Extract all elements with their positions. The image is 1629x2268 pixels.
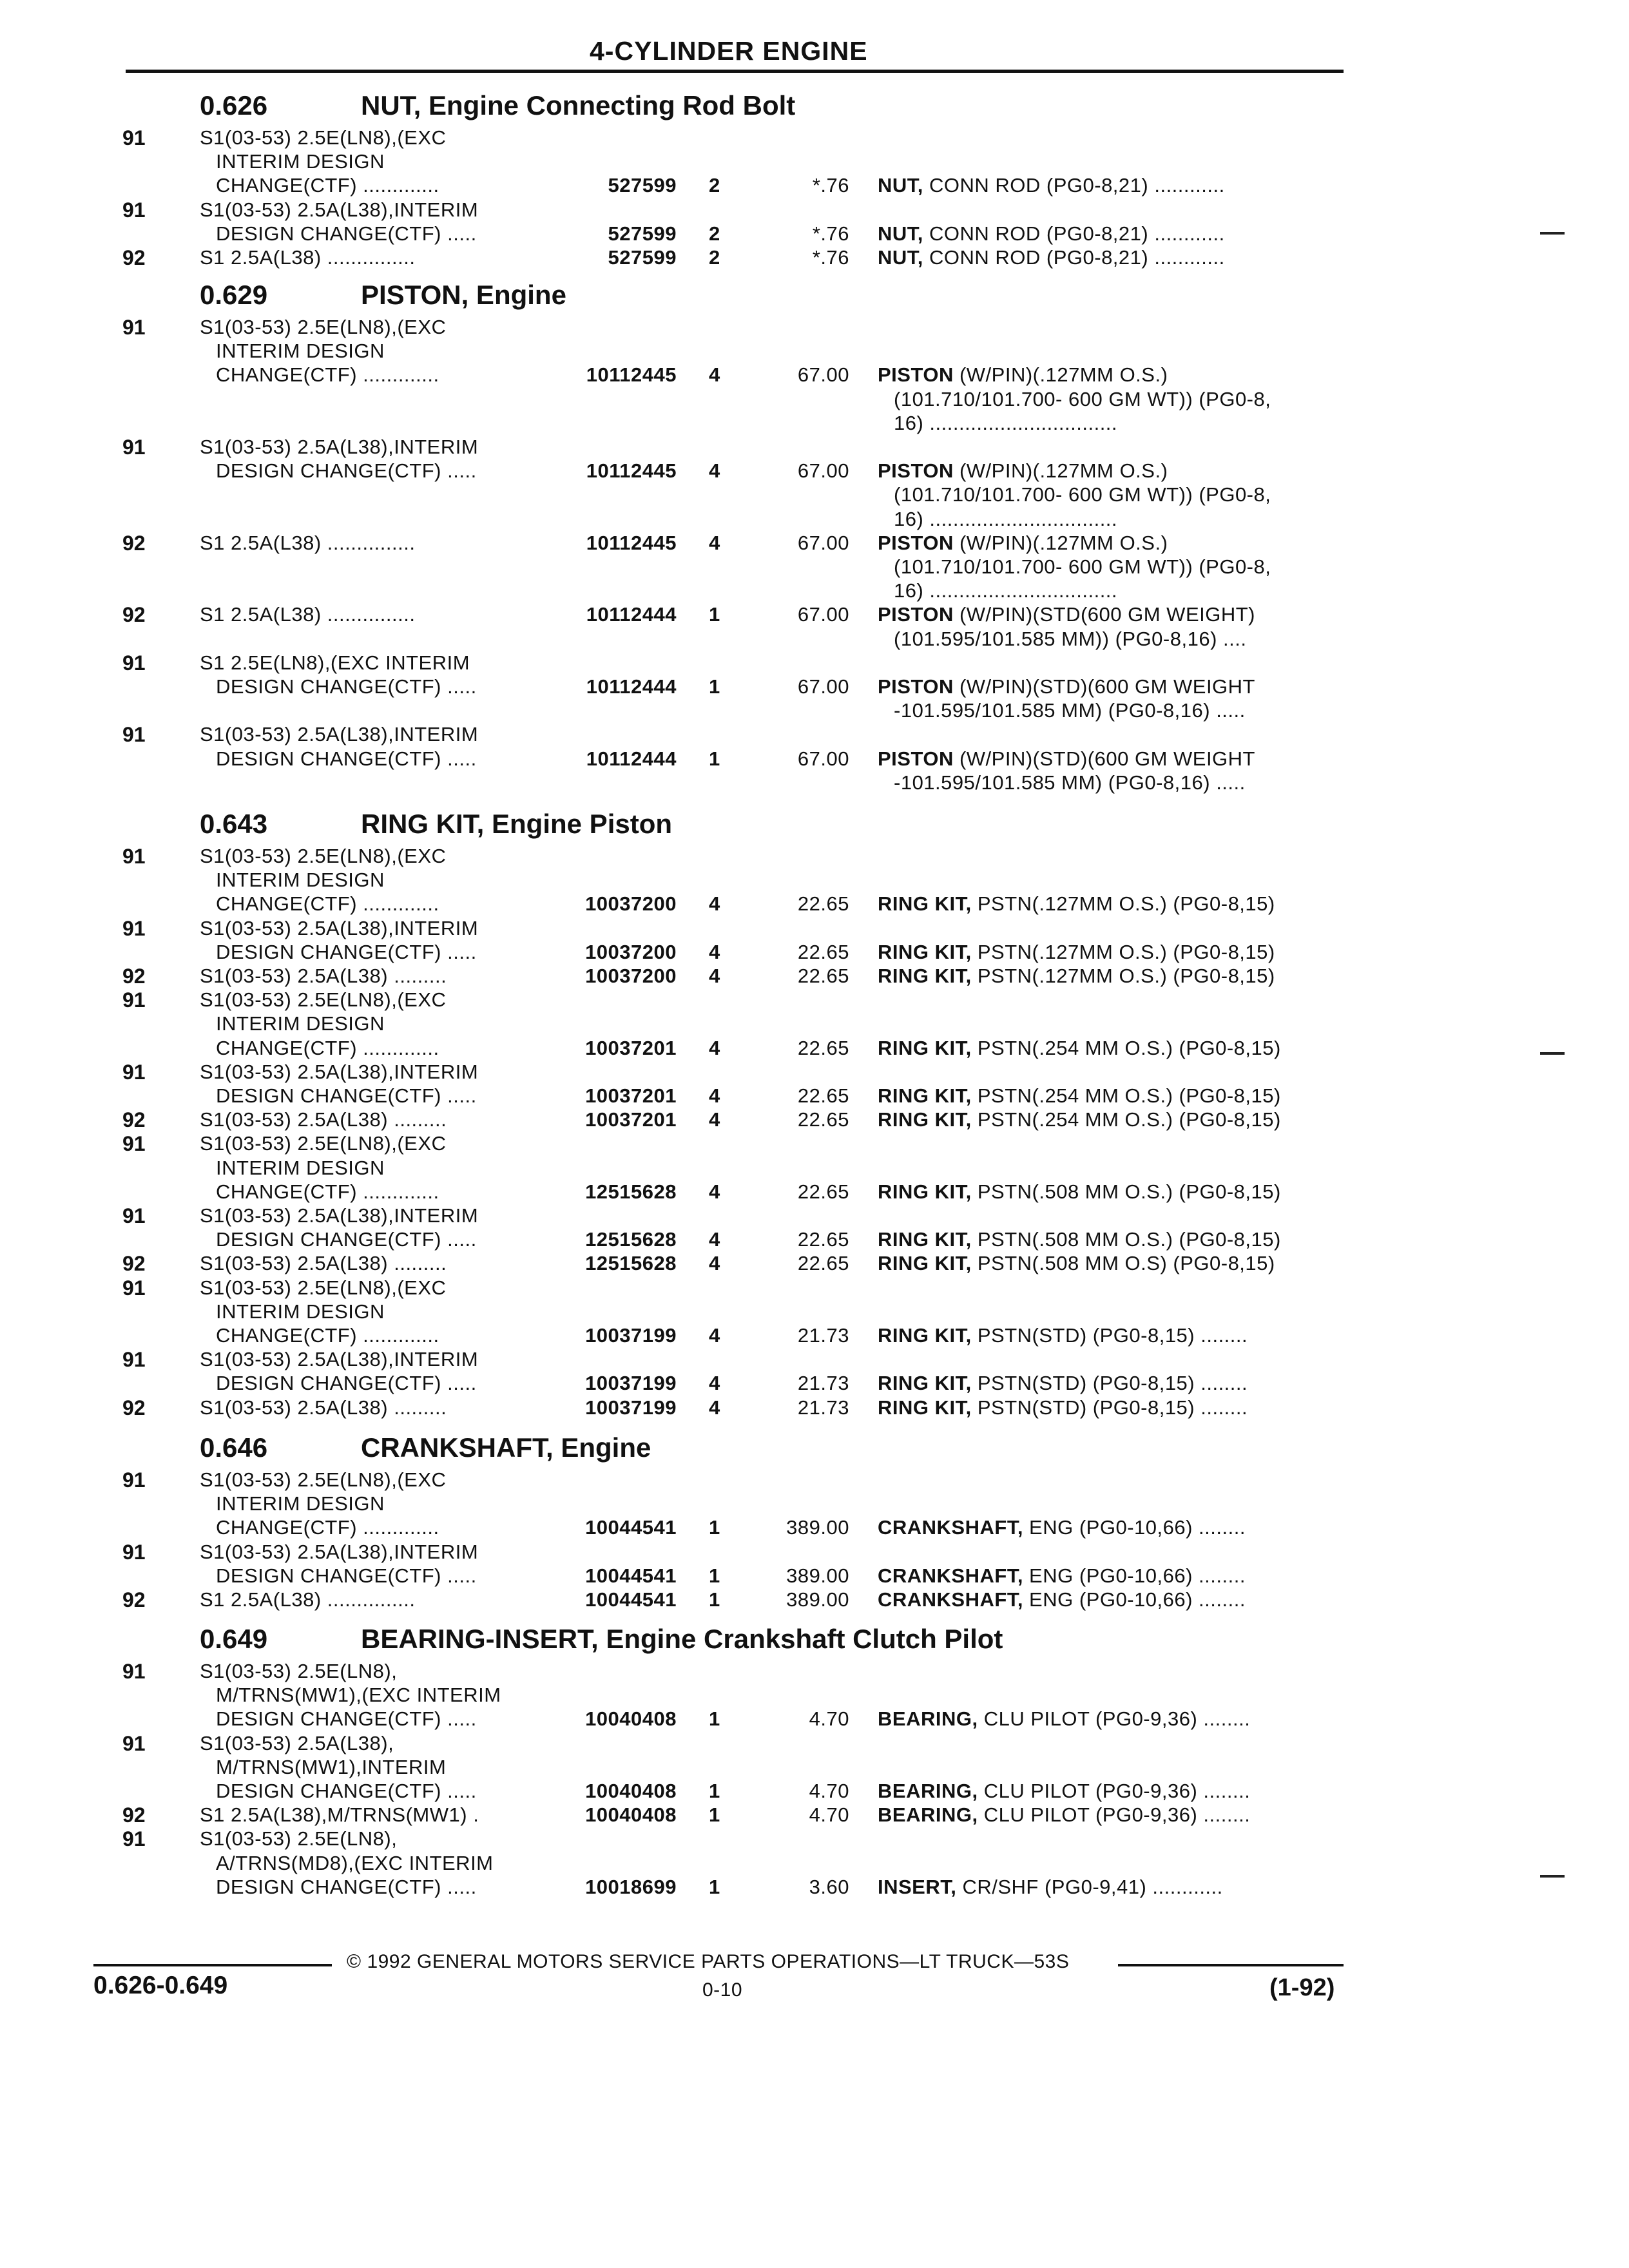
section-code: 0.646 bbox=[200, 1432, 268, 1463]
part-description bbox=[878, 1707, 1250, 1731]
quantity: 1 bbox=[709, 675, 720, 698]
part-description bbox=[878, 1588, 1246, 1611]
change-mark bbox=[1540, 1875, 1565, 1878]
quantity: 4 bbox=[709, 1108, 720, 1131]
description-noun: BEARING, bbox=[878, 1803, 978, 1827]
quantity: 4 bbox=[709, 363, 720, 387]
application-text: S1(03-53) 2.5E(LN8),(EXC bbox=[200, 1132, 447, 1155]
application-text: S1(03-53) 2.5A(L38),INTERIM bbox=[200, 1540, 479, 1563]
description-noun: RING KIT, bbox=[878, 1228, 972, 1251]
description-noun: PISTON bbox=[878, 603, 954, 626]
application-text: S1(03-53) 2.5E(LN8),(EXC bbox=[200, 126, 447, 149]
part-number: 10040408 bbox=[585, 1780, 677, 1802]
section-code: 0.626 bbox=[200, 90, 268, 120]
application-text: S1(03-53) 2.5A(L38),INTERIM bbox=[200, 1204, 479, 1227]
application-text: S1(03-53) 2.5E(LN8),(EXC bbox=[200, 1468, 447, 1491]
description-noun: RING KIT, bbox=[878, 1372, 972, 1395]
description-noun: PISTON bbox=[878, 363, 954, 387]
description-detail: PSTN(.254 MM O.S.) (PG0-8,15) bbox=[971, 1036, 1281, 1059]
part-number: 10037199 bbox=[585, 1372, 677, 1395]
application-text: S1(03-53) 2.5E(LN8),(EXC bbox=[200, 845, 447, 867]
model-year: 92 bbox=[122, 1108, 146, 1132]
application-text: M/TRNS(MW1),INTERIM bbox=[216, 1755, 447, 1778]
application-text: DESIGN CHANGE(CTF) ..... bbox=[216, 1564, 477, 1587]
description-detail: (W/PIN)(STD(600 GM WEIGHT) bbox=[953, 603, 1255, 626]
description-detail: -101.595/101.585 MM) (PG0-8,16) ..... bbox=[894, 771, 1246, 794]
application-text: S1(03-53) 2.5E(LN8),(EXC bbox=[200, 316, 447, 338]
quantity: 2 bbox=[709, 174, 720, 197]
model-year: 91 bbox=[122, 988, 146, 1012]
description-noun: BEARING, bbox=[878, 1780, 978, 1802]
footer-rule-left bbox=[93, 1964, 332, 1966]
price: 389.00 bbox=[786, 1564, 849, 1587]
model-year: 91 bbox=[122, 723, 146, 747]
application-text: CHANGE(CTF) ............. bbox=[216, 1036, 439, 1059]
part-description bbox=[878, 1876, 1223, 1899]
section-code: 0.649 bbox=[200, 1624, 268, 1654]
description-noun: CRANKSHAFT, bbox=[878, 1564, 1023, 1587]
part-description bbox=[878, 1252, 1275, 1275]
footer-date: (1-92) bbox=[1269, 1974, 1335, 2001]
part-number: 527599 bbox=[608, 174, 677, 197]
quantity: 4 bbox=[709, 531, 720, 554]
description-detail: PSTN(.508 MM O.S.) (PG0-8,15) bbox=[971, 1180, 1281, 1203]
description-detail: (W/PIN)(.127MM O.S.) bbox=[953, 531, 1168, 554]
price: 22.65 bbox=[797, 1084, 849, 1107]
part-number: 10040408 bbox=[585, 1707, 677, 1731]
application-text: INTERIM DESIGN bbox=[216, 340, 385, 363]
application-text: CHANGE(CTF) ............. bbox=[216, 1516, 439, 1539]
part-number: 10112445 bbox=[586, 363, 677, 387]
price: 22.65 bbox=[797, 1036, 849, 1059]
price: 22.65 bbox=[797, 1228, 849, 1251]
quantity: 4 bbox=[709, 1180, 720, 1203]
application-text: S1(03-53) 2.5A(L38),INTERIM bbox=[200, 436, 479, 458]
part-number: 12515628 bbox=[585, 1252, 677, 1275]
application-text: S1(03-53) 2.5A(L38) ......... bbox=[200, 1108, 447, 1131]
part-number: 10112444 bbox=[586, 675, 677, 698]
quantity: 4 bbox=[709, 892, 720, 916]
description-noun: NUT, bbox=[878, 246, 923, 269]
section-title: NUT, Engine Connecting Rod Bolt bbox=[361, 90, 796, 120]
part-number: 10040408 bbox=[585, 1803, 677, 1827]
description-noun: RING KIT, bbox=[878, 1396, 972, 1419]
application-text: S1 2.5E(LN8),(EXC INTERIM bbox=[200, 651, 470, 674]
application-text: DESIGN CHANGE(CTF) ..... bbox=[216, 1780, 477, 1802]
part-description bbox=[878, 892, 1275, 916]
description-detail: PSTN(.254 MM O.S.) (PG0-8,15) bbox=[971, 1084, 1281, 1107]
part-number: 10037201 bbox=[585, 1108, 677, 1131]
description-noun: PISTON bbox=[878, 747, 954, 770]
part-description bbox=[878, 1564, 1246, 1588]
part-description bbox=[878, 1180, 1281, 1204]
part-description bbox=[894, 483, 1271, 506]
model-year: 92 bbox=[122, 965, 146, 988]
description-detail: PSTN(STD) (PG0-8,15) ........ bbox=[971, 1324, 1248, 1347]
quantity: 1 bbox=[709, 1516, 720, 1539]
description-noun: RING KIT, bbox=[878, 1252, 972, 1275]
description-detail: -101.595/101.585 MM) (PG0-8,16) ..... bbox=[894, 699, 1246, 722]
part-number: 10044541 bbox=[585, 1564, 677, 1587]
quantity: 4 bbox=[709, 459, 720, 483]
application-text: DESIGN CHANGE(CTF) ..... bbox=[216, 1875, 477, 1898]
price: 22.65 bbox=[797, 1108, 849, 1131]
quantity: 1 bbox=[709, 1707, 720, 1731]
part-description bbox=[878, 532, 1168, 555]
application-text: CHANGE(CTF) ............. bbox=[216, 1180, 439, 1203]
section-title: RING KIT, Engine Piston bbox=[361, 809, 673, 839]
quantity: 1 bbox=[709, 1875, 720, 1898]
part-number: 10018699 bbox=[585, 1875, 677, 1898]
model-year: 92 bbox=[122, 603, 146, 627]
part-number: 10037200 bbox=[585, 892, 677, 916]
description-detail: ENG (PG0-10,66) ........ bbox=[1023, 1564, 1246, 1587]
application-text: S1(03-53) 2.5E(LN8),(EXC bbox=[200, 988, 447, 1012]
part-description bbox=[878, 747, 1255, 771]
part-description bbox=[878, 965, 1275, 988]
quantity: 4 bbox=[709, 1084, 720, 1107]
application-text: DESIGN CHANGE(CTF) ..... bbox=[216, 1228, 477, 1251]
quantity: 1 bbox=[709, 1564, 720, 1587]
description-detail: ENG (PG0-10,66) ........ bbox=[1023, 1516, 1246, 1539]
model-year: 92 bbox=[122, 246, 146, 269]
application-text: S1(03-53) 2.5A(L38),INTERIM bbox=[200, 1348, 479, 1371]
price: 4.70 bbox=[809, 1780, 849, 1802]
part-description bbox=[894, 508, 1117, 531]
description-detail: PSTN(.508 MM O.S.) (PG0-8,15) bbox=[971, 1228, 1281, 1251]
description-detail: 16) ................................ bbox=[894, 411, 1118, 434]
model-year: 91 bbox=[122, 1540, 146, 1564]
description-detail: CONN ROD (PG0-8,21) ............ bbox=[923, 174, 1225, 197]
part-description bbox=[878, 1108, 1281, 1131]
description-detail: 16) ................................ bbox=[894, 579, 1118, 602]
description-detail: (W/PIN)(STD)(600 GM WEIGHT bbox=[953, 747, 1255, 770]
description-detail: (W/PIN)(.127MM O.S.) bbox=[953, 363, 1168, 387]
part-description bbox=[878, 1396, 1248, 1419]
part-description bbox=[878, 675, 1255, 698]
part-description bbox=[878, 222, 1225, 245]
description-detail: PSTN(.254 MM O.S.) (PG0-8,15) bbox=[971, 1108, 1281, 1131]
header-rule bbox=[126, 70, 1344, 73]
model-year: 91 bbox=[122, 1060, 146, 1084]
quantity: 2 bbox=[709, 246, 720, 269]
part-description bbox=[878, 246, 1225, 269]
description-detail: (101.710/101.700- 600 GM WT)) (PG0-8, bbox=[894, 483, 1271, 506]
change-mark bbox=[1540, 232, 1565, 235]
description-noun: NUT, bbox=[878, 222, 923, 245]
price: 22.65 bbox=[797, 1180, 849, 1203]
description-detail: PSTN(.127MM O.S.) (PG0-8,15) bbox=[971, 940, 1275, 963]
part-description bbox=[878, 174, 1225, 197]
model-year: 91 bbox=[122, 198, 146, 222]
application-text: INTERIM DESIGN bbox=[216, 1492, 385, 1515]
description-detail: 16) ................................ bbox=[894, 507, 1118, 530]
part-description bbox=[894, 628, 1246, 651]
application-text: INTERIM DESIGN bbox=[216, 1300, 385, 1323]
application-text: S1(03-53) 2.5A(L38), bbox=[200, 1731, 394, 1754]
application-text: A/TRNS(MD8),(EXC INTERIM bbox=[216, 1851, 494, 1874]
part-number: 12515628 bbox=[585, 1228, 677, 1251]
description-detail: (101.710/101.700- 600 GM WT)) (PG0-8, bbox=[894, 387, 1271, 410]
price: 22.65 bbox=[797, 965, 849, 987]
part-description bbox=[894, 771, 1246, 794]
model-year: 91 bbox=[122, 1660, 146, 1683]
application-text: S1(03-53) 2.5A(L38),INTERIM bbox=[200, 1060, 479, 1083]
description-detail: CLU PILOT (PG0-9,36) ........ bbox=[978, 1780, 1251, 1802]
price: 67.00 bbox=[797, 363, 849, 387]
part-number: 10037199 bbox=[585, 1324, 677, 1347]
application-text: S1(03-53) 2.5A(L38),INTERIM bbox=[200, 198, 479, 221]
application-text: DESIGN CHANGE(CTF) ..... bbox=[216, 1372, 477, 1395]
application-text: INTERIM DESIGN bbox=[216, 150, 385, 173]
model-year: 91 bbox=[122, 1204, 146, 1227]
price: 22.65 bbox=[797, 1252, 849, 1275]
part-description bbox=[878, 363, 1168, 387]
description-noun: PISTON bbox=[878, 531, 954, 554]
model-year: 91 bbox=[122, 126, 146, 149]
application-text: S1 2.5A(L38),M/TRNS(MW1) . bbox=[200, 1803, 479, 1827]
part-description bbox=[878, 1516, 1246, 1539]
model-year: 92 bbox=[122, 1252, 146, 1276]
quantity: 4 bbox=[709, 965, 720, 987]
price: 22.65 bbox=[797, 892, 849, 916]
quantity: 4 bbox=[709, 1228, 720, 1251]
application-text: DESIGN CHANGE(CTF) ..... bbox=[216, 675, 477, 698]
application-text: S1 2.5A(L38) ............... bbox=[200, 246, 416, 269]
part-description bbox=[894, 579, 1117, 602]
application-text: INTERIM DESIGN bbox=[216, 1156, 385, 1179]
application-text: S1 2.5A(L38) ............... bbox=[200, 603, 416, 626]
price: *.76 bbox=[812, 222, 849, 245]
description-detail: PSTN(.127MM O.S.) (PG0-8,15) bbox=[971, 965, 1275, 987]
part-number: 10044541 bbox=[585, 1516, 677, 1539]
description-noun: RING KIT, bbox=[878, 965, 972, 987]
footer-page-number: 0-10 bbox=[702, 1979, 743, 2001]
description-detail: PSTN(.127MM O.S.) (PG0-8,15) bbox=[971, 892, 1275, 916]
model-year: 91 bbox=[122, 651, 146, 675]
model-year: 91 bbox=[122, 1348, 146, 1372]
application-text: S1(03-53) 2.5A(L38) ......... bbox=[200, 1252, 447, 1275]
description-noun: CRANKSHAFT, bbox=[878, 1588, 1023, 1611]
model-year: 91 bbox=[122, 1468, 146, 1492]
application-text: DESIGN CHANGE(CTF) ..... bbox=[216, 222, 477, 245]
price: *.76 bbox=[812, 174, 849, 197]
description-detail: CONN ROD (PG0-8,21) ............ bbox=[923, 246, 1225, 269]
application-text: CHANGE(CTF) ............. bbox=[216, 174, 439, 197]
part-number: 527599 bbox=[608, 222, 677, 245]
model-year: 91 bbox=[122, 1827, 146, 1851]
part-description bbox=[878, 1803, 1250, 1827]
part-description bbox=[878, 459, 1168, 483]
quantity: 4 bbox=[709, 940, 720, 963]
price: 389.00 bbox=[786, 1588, 849, 1611]
part-number: 10037200 bbox=[585, 940, 677, 963]
application-text: S1(03-53) 2.5A(L38),INTERIM bbox=[200, 916, 479, 939]
description-noun: BEARING, bbox=[878, 1707, 978, 1731]
price: 67.00 bbox=[797, 603, 849, 626]
description-detail: PSTN(STD) (PG0-8,15) ........ bbox=[971, 1372, 1248, 1395]
price: 4.70 bbox=[809, 1803, 849, 1827]
application-text: DESIGN CHANGE(CTF) ..... bbox=[216, 459, 477, 483]
description-detail: ENG (PG0-10,66) ........ bbox=[1023, 1588, 1246, 1611]
description-noun: RING KIT, bbox=[878, 1180, 972, 1203]
section-title: CRANKSHAFT, Engine bbox=[361, 1432, 651, 1463]
part-description bbox=[878, 1780, 1250, 1803]
price: 67.00 bbox=[797, 747, 849, 770]
application-text: S1(03-53) 2.5E(LN8), bbox=[200, 1660, 398, 1682]
price: 21.73 bbox=[797, 1324, 849, 1347]
quantity: 4 bbox=[709, 1396, 720, 1419]
application-text: DESIGN CHANGE(CTF) ..... bbox=[216, 940, 477, 963]
application-text: M/TRNS(MW1),(EXC INTERIM bbox=[216, 1684, 501, 1707]
model-year: 92 bbox=[122, 1588, 146, 1611]
change-mark bbox=[1540, 1052, 1565, 1055]
part-number: 10044541 bbox=[585, 1588, 677, 1611]
footer-copyright: © 1992 GENERAL MOTORS SERVICE PARTS OPERATIONS—LT TRUCK—53S bbox=[347, 1951, 1070, 1972]
part-description bbox=[878, 941, 1275, 964]
application-text: S1(03-53) 2.5A(L38) ......... bbox=[200, 965, 447, 987]
application-text: S1 2.5A(L38) ............... bbox=[200, 531, 416, 554]
part-description bbox=[894, 388, 1271, 411]
section-title: BEARING-INSERT, Engine Crankshaft Clutch Pilot bbox=[361, 1624, 1003, 1654]
description-noun: RING KIT, bbox=[878, 892, 972, 916]
section-title: PISTON, Engine bbox=[361, 280, 566, 310]
description-detail: (W/PIN)(.127MM O.S.) bbox=[953, 459, 1168, 483]
application-text: S1 2.5A(L38) ............... bbox=[200, 1588, 416, 1611]
price: 67.00 bbox=[797, 459, 849, 483]
description-noun: RING KIT, bbox=[878, 940, 972, 963]
application-text: S1(03-53) 2.5A(L38) ......... bbox=[200, 1396, 447, 1419]
description-noun: INSERT, bbox=[878, 1875, 957, 1898]
model-year: 91 bbox=[122, 436, 146, 459]
description-detail: (101.710/101.700- 600 GM WT)) (PG0-8, bbox=[894, 555, 1271, 578]
part-description bbox=[878, 1037, 1281, 1060]
part-number: 10037201 bbox=[585, 1036, 677, 1059]
description-detail: PSTN(STD) (PG0-8,15) ........ bbox=[971, 1396, 1248, 1419]
description-detail: CR/SHF (PG0-9,41) ............ bbox=[956, 1875, 1223, 1898]
part-description bbox=[894, 555, 1271, 579]
part-description bbox=[878, 1324, 1248, 1347]
quantity: 1 bbox=[709, 1780, 720, 1802]
description-noun: PISTON bbox=[878, 675, 954, 698]
price: 389.00 bbox=[786, 1516, 849, 1539]
description-noun: RING KIT, bbox=[878, 1108, 972, 1131]
model-year: 91 bbox=[122, 916, 146, 940]
part-description bbox=[878, 1228, 1281, 1251]
section-code: 0.629 bbox=[200, 280, 268, 310]
model-year: 92 bbox=[122, 1396, 146, 1419]
quantity: 4 bbox=[709, 1372, 720, 1395]
part-number: 10112444 bbox=[586, 603, 677, 626]
part-number: 10037201 bbox=[585, 1084, 677, 1107]
price: 21.73 bbox=[797, 1396, 849, 1419]
price: 21.73 bbox=[797, 1372, 849, 1395]
footer-rule-right bbox=[1118, 1964, 1344, 1966]
model-year: 91 bbox=[122, 1276, 146, 1300]
description-detail: (W/PIN)(STD)(600 GM WEIGHT bbox=[953, 675, 1255, 698]
section-code: 0.643 bbox=[200, 809, 268, 839]
part-number: 10112445 bbox=[586, 531, 677, 554]
description-noun: NUT, bbox=[878, 174, 923, 197]
application-text: DESIGN CHANGE(CTF) ..... bbox=[216, 1084, 477, 1107]
price: 4.70 bbox=[809, 1707, 849, 1731]
price: 3.60 bbox=[809, 1875, 849, 1898]
price: 67.00 bbox=[797, 531, 849, 554]
description-detail: CONN ROD (PG0-8,21) ............ bbox=[923, 222, 1225, 245]
quantity: 4 bbox=[709, 1252, 720, 1275]
description-noun: RING KIT, bbox=[878, 1084, 972, 1107]
quantity: 1 bbox=[709, 747, 720, 770]
application-text: DESIGN CHANGE(CTF) ..... bbox=[216, 1707, 477, 1731]
quantity: 1 bbox=[709, 1803, 720, 1827]
price: 67.00 bbox=[797, 675, 849, 698]
description-detail: CLU PILOT (PG0-9,36) ........ bbox=[978, 1803, 1251, 1827]
part-description bbox=[878, 1084, 1281, 1108]
model-year: 91 bbox=[122, 845, 146, 868]
quantity: 2 bbox=[709, 222, 720, 245]
footer-range: 0.626-0.649 bbox=[93, 1972, 228, 1999]
part-number: 527599 bbox=[608, 246, 677, 269]
quantity: 4 bbox=[709, 1324, 720, 1347]
page-title: 4-CYLINDER ENGINE bbox=[590, 36, 868, 66]
application-text: CHANGE(CTF) ............. bbox=[216, 892, 439, 916]
model-year: 91 bbox=[122, 1132, 146, 1156]
model-year: 91 bbox=[122, 1731, 146, 1755]
part-number: 10112444 bbox=[586, 747, 677, 770]
part-description bbox=[878, 603, 1255, 626]
application-text: S1(03-53) 2.5E(LN8), bbox=[200, 1827, 398, 1850]
description-detail: (101.595/101.585 MM)) (PG0-8,16) .... bbox=[894, 627, 1247, 650]
description-detail: CLU PILOT (PG0-9,36) ........ bbox=[978, 1707, 1251, 1731]
application-text: INTERIM DESIGN bbox=[216, 1012, 385, 1035]
application-text: CHANGE(CTF) ............. bbox=[216, 1324, 439, 1347]
description-noun: PISTON bbox=[878, 459, 954, 483]
part-number: 10112445 bbox=[586, 459, 677, 483]
part-description bbox=[878, 1372, 1248, 1395]
part-description bbox=[894, 412, 1117, 435]
part-number: 10037200 bbox=[585, 965, 677, 987]
price: 22.65 bbox=[797, 940, 849, 963]
quantity: 4 bbox=[709, 1036, 720, 1059]
part-number: 10037199 bbox=[585, 1396, 677, 1419]
application-text: INTERIM DESIGN bbox=[216, 869, 385, 892]
description-noun: RING KIT, bbox=[878, 1036, 972, 1059]
application-text: S1(03-53) 2.5A(L38),INTERIM bbox=[200, 723, 479, 746]
quantity: 1 bbox=[709, 1588, 720, 1611]
application-text: CHANGE(CTF) ............. bbox=[216, 363, 439, 387]
description-detail: PSTN(.508 MM O.S) (PG0-8,15) bbox=[971, 1252, 1275, 1275]
description-noun: CRANKSHAFT, bbox=[878, 1516, 1023, 1539]
model-year: 92 bbox=[122, 1803, 146, 1827]
part-number: 12515628 bbox=[585, 1180, 677, 1203]
part-description bbox=[894, 699, 1246, 722]
price: *.76 bbox=[812, 246, 849, 269]
description-noun: RING KIT, bbox=[878, 1324, 972, 1347]
model-year: 92 bbox=[122, 531, 146, 555]
model-year: 91 bbox=[122, 316, 146, 339]
application-text: S1(03-53) 2.5E(LN8),(EXC bbox=[200, 1276, 447, 1299]
application-text: DESIGN CHANGE(CTF) ..... bbox=[216, 747, 477, 770]
quantity: 1 bbox=[709, 603, 720, 626]
